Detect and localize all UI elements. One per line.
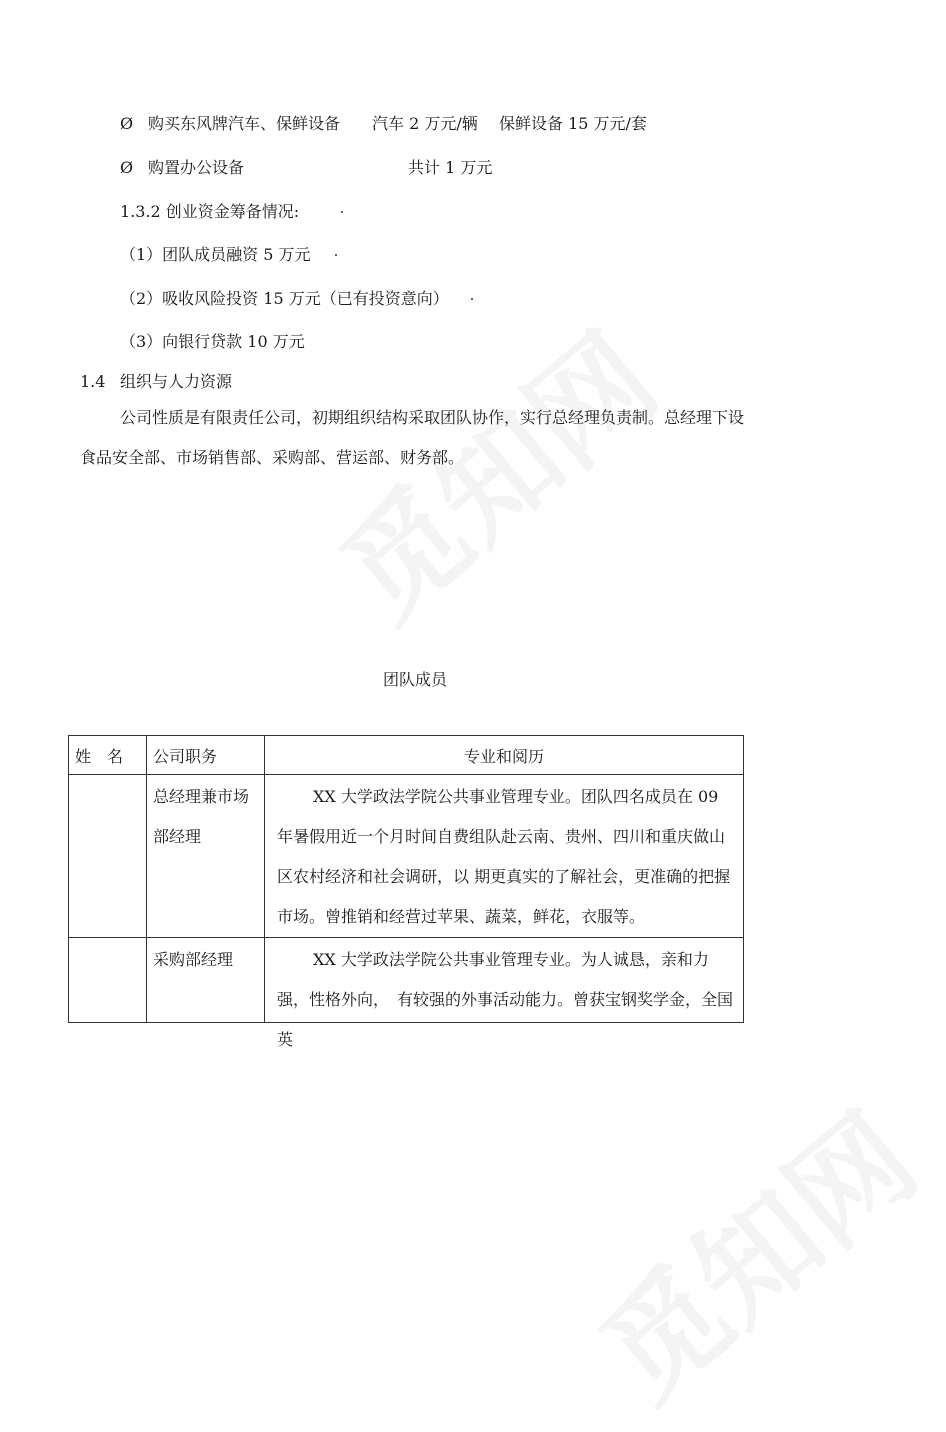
bullet-item-vehicles: 购买东风牌汽车、保鲜设备 (148, 114, 341, 133)
table-header-row (69, 736, 744, 775)
funding-item-3: （3）向银行贷款 10 万元 (120, 332, 305, 351)
section-heading-1-3-2: 1.3.2 创业资金筹备情况: (120, 202, 300, 221)
organization-paragraph (80, 398, 752, 478)
stray-dot (335, 254, 337, 256)
organization-paragraph-text: 公司性质是有限责任公司，初期组织结构采取团队协作，实行总经理负责制。总经理下设食品安全部、市场销售部、采购部、营运部、财务部。 (80, 408, 745, 467)
cell-name (69, 938, 147, 1023)
header-background: 专业和阅历 (265, 736, 744, 775)
description-wrap (277, 940, 735, 1049)
table-row (69, 775, 744, 938)
position-wrap (153, 940, 258, 1022)
watermark (560, 1069, 946, 1432)
funding-item-1: （1）团队成员融资 5 万元 (120, 245, 311, 264)
cell-position (147, 938, 265, 1023)
bullet-price-equipment: 保鲜设备 15 万元/套 (499, 114, 647, 133)
cell-position: 总经理兼市场部经理 (147, 775, 265, 938)
bullet-price-office: 共计 1 万元 (408, 158, 493, 177)
bullet-symbol: Ø (120, 114, 134, 133)
cell-name (69, 775, 147, 938)
cell-description (265, 938, 744, 1049)
description-text: XX 大学政法学院公共事业管理专业。为人诚恳，亲和力强，性格外向， 有较强的外事活动能力。曾获宝钢奖学金，全国英 (277, 950, 734, 1049)
funding-item-2: （2）吸收风险投资 15 万元（已有投资意向） (120, 289, 449, 308)
cell-description (265, 775, 744, 938)
section-title-1-4: 组织与人力资源 (120, 372, 233, 391)
table-row (69, 938, 744, 1023)
description-text: XX 大学政法学院公共事业管理专业。团队四名成员在 09 年暑假用近一个月时间自费组队赴云南、贵州、四川和重庆做山区农村经济和社会调研，以 期更真实的了解社会，更准确的把握市场。曾推销和经营过苹果、蔬菜，鲜花，衣服等。 (277, 787, 731, 926)
header-name: 姓 名 (69, 736, 147, 775)
team-table (68, 735, 744, 1049)
header-position: 公司职务 (147, 736, 265, 775)
stray-dot (471, 298, 473, 300)
table-caption: 团队成员 (382, 670, 447, 689)
bullet-price-vehicle: 汽车 2 万元/辆 (372, 114, 478, 133)
position-text: 采购部经理 (153, 950, 234, 969)
bullet-symbol: Ø (120, 158, 134, 177)
stray-dot (341, 211, 343, 213)
bullet-item-office: 购置办公设备 (148, 158, 245, 177)
section-number-1-4: 1.4 (80, 372, 106, 391)
